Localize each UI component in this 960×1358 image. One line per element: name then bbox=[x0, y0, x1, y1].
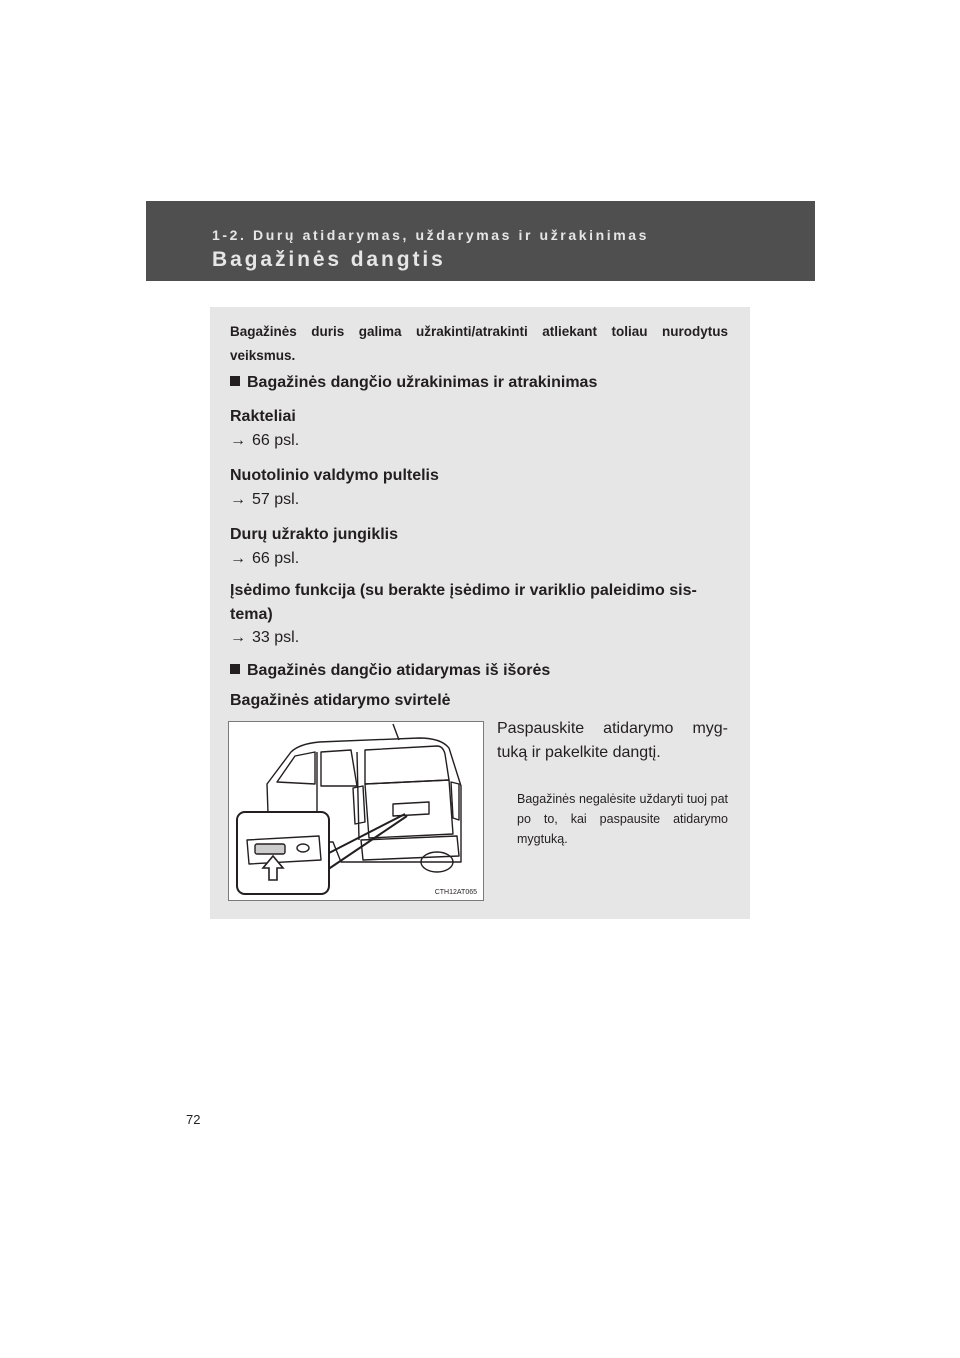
lock-section-heading: Bagažinės dangčio užrakinimas ir atrakinimas bbox=[230, 374, 597, 392]
intro-text: Bagažinės duris galima užrakinti/atrakinti atliekant toliau nurodytus veiksmus. bbox=[230, 324, 728, 363]
arrow-icon: → bbox=[230, 432, 246, 449]
instruction-text: Paspauskite atidarymo myg-tuką ir pakelkite dangtį. bbox=[497, 720, 728, 761]
item-title: Nuotolinio valdymo pultelis bbox=[230, 467, 439, 484]
chapter-header bbox=[146, 201, 815, 281]
tailgate-illustration bbox=[228, 721, 484, 901]
arrow-icon: → bbox=[230, 550, 246, 567]
section-title: 1-2. Durų atidarymas, uždarymas ir užrakinimas bbox=[212, 227, 650, 243]
page-number: 72 bbox=[186, 1112, 201, 1127]
page-reference: → 33 psl. bbox=[230, 629, 300, 646]
square-bullet-icon bbox=[230, 664, 240, 674]
content-panel bbox=[210, 307, 750, 919]
arrow-icon: → bbox=[230, 491, 246, 508]
page-reference: → 66 psl. bbox=[230, 432, 300, 449]
note-text: Bagažinės negalėsite uždaryti tuoj pat po to, kai paspausite atidarymo mygtuką. bbox=[517, 792, 728, 846]
item-title: Durų užrakto jungiklis bbox=[230, 526, 399, 543]
figure-code: CTH12AT065 bbox=[434, 889, 477, 896]
open-subheading: Bagažinės atidarymo svirtelė bbox=[230, 692, 451, 709]
car-rear-illustration bbox=[229, 722, 483, 900]
page-reference: → 57 psl. bbox=[230, 491, 300, 508]
open-section-heading: Bagažinės dangčio atidarymas iš išorės bbox=[230, 662, 550, 680]
item-title: Rakteliai bbox=[230, 408, 296, 425]
page-title: Bagažinės dangtis bbox=[212, 248, 446, 271]
arrow-icon: → bbox=[230, 629, 246, 646]
square-bullet-icon bbox=[230, 376, 240, 386]
page-reference: → 66 psl. bbox=[230, 550, 300, 567]
item-title: Įsėdimo funkcija (su berakte įsėdimo ir variklio paleidimo sis-tema) bbox=[230, 582, 697, 623]
